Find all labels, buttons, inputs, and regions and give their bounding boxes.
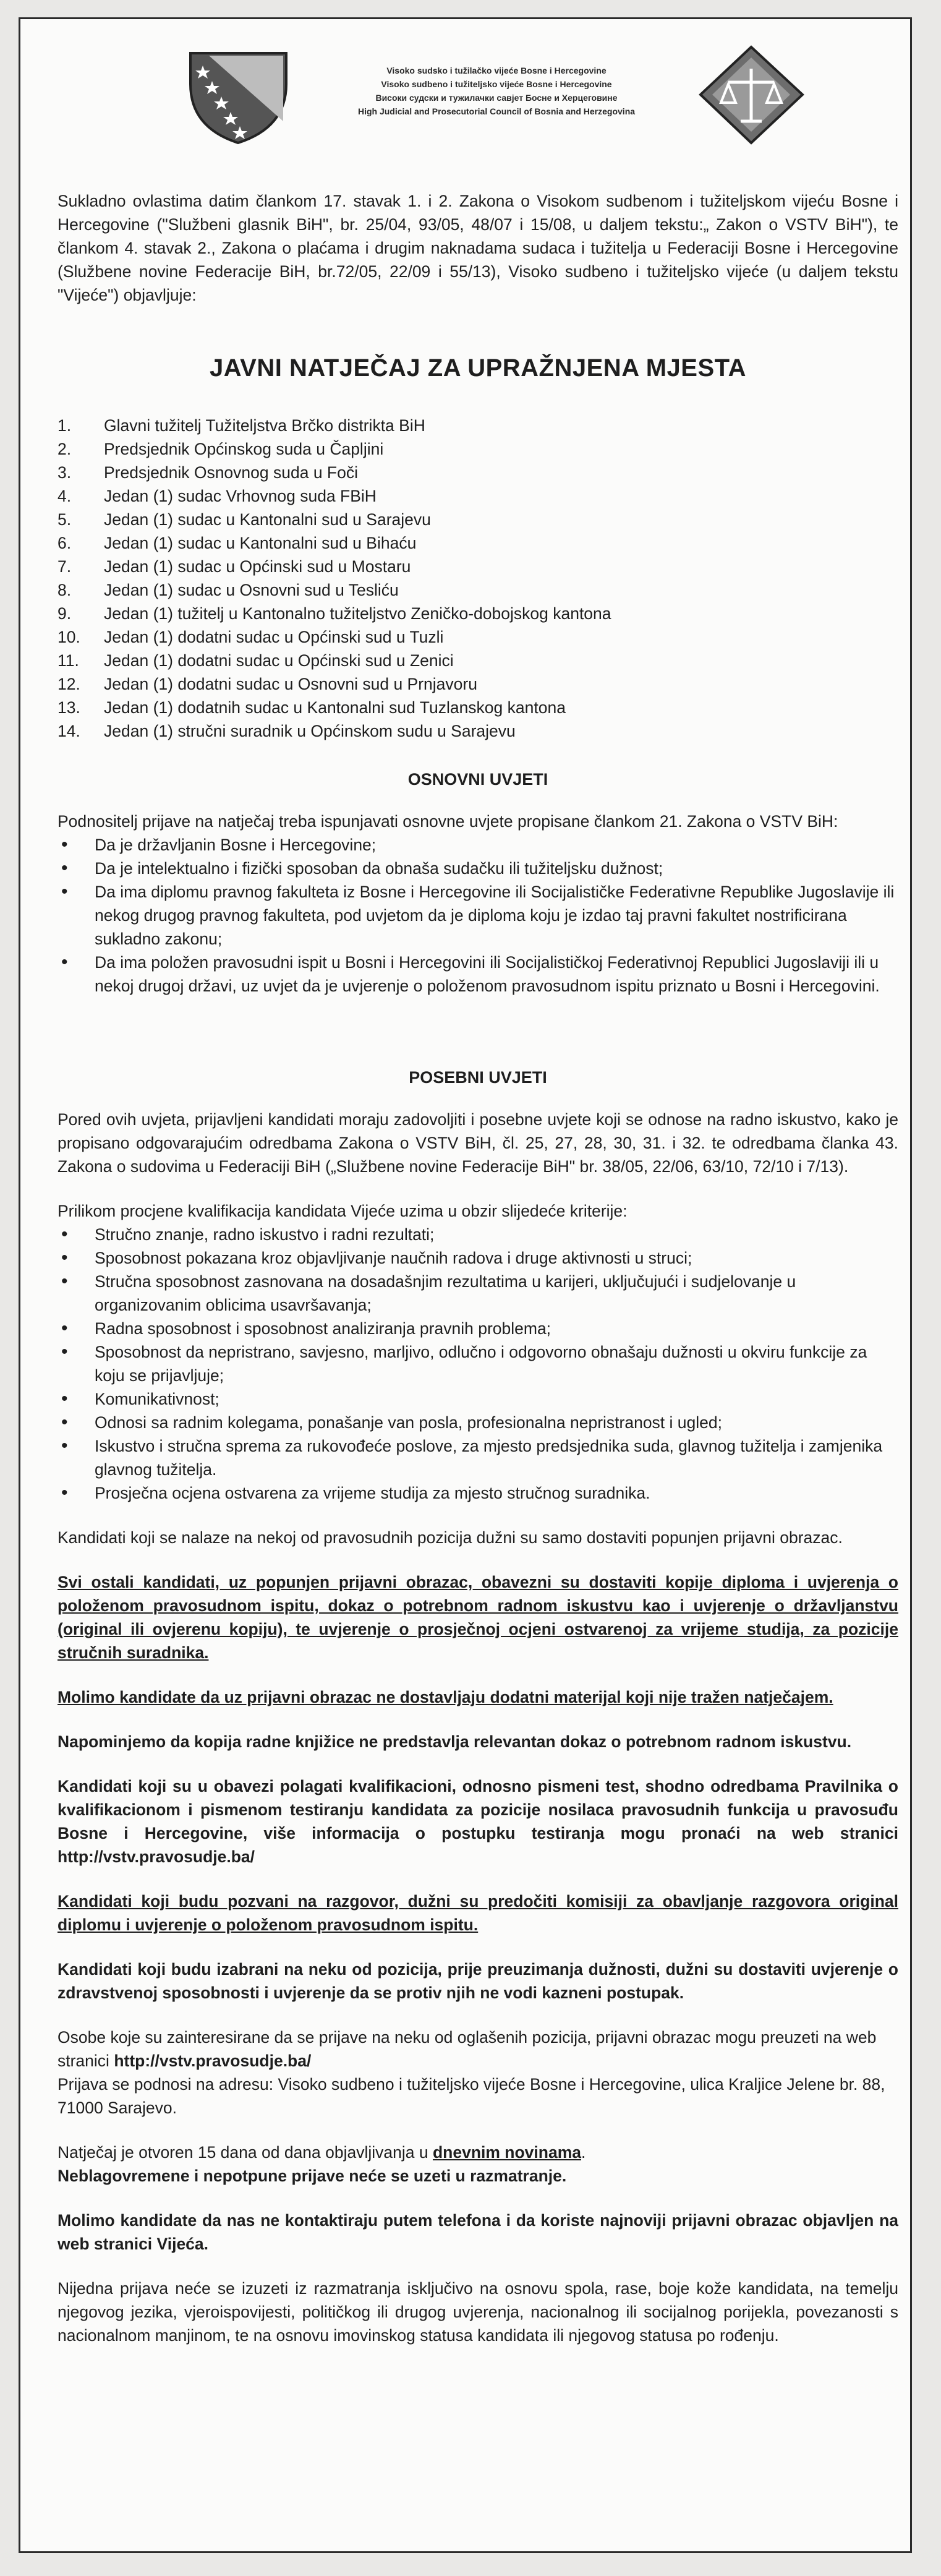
council-name-bs: Visoko sudsko i tužilačko vijeće Bosne i Hercegovine: [386, 66, 607, 75]
paragraph-no-extra-material: Molimo kandidate da uz prijavni obrazac ne dostavljaju dodatni materijal koji nije tražen natječajem.: [57, 1688, 833, 1706]
list-item: • Da je intelektualno i fizički sposoban da obnaša sudačku ili tužiteljsku dužnost;: [57, 857, 898, 880]
criteria-list: [57, 1223, 898, 1505]
list-item: • Stručna sposobnost zasnovana na dosadašnjim rezultatima u karijeri, uključujući i sudjelovanje u organizovanim oblicima usavršavanja;: [57, 1270, 898, 1317]
paragraph-no-phone-contact: Molimo kandidate da nas ne kontaktiraju putem telefona i da koriste najnoviji prijavni obrazac objavljen na web stranici Vijeća.: [57, 2211, 898, 2253]
late-applications-note: Neblagovremene i nepotpune prijave neće se uzeti u razmatranje.: [57, 2167, 567, 2185]
council-name: [305, 64, 688, 118]
special-conditions-heading: POSEBNI UVJETI: [409, 1068, 547, 1087]
list-item: 8. Jedan (1) sudac u Osnovni sud u Tesliću: [57, 581, 399, 599]
list-item: • Komunikativnost;: [57, 1387, 898, 1411]
paragraph-non-discrimination: Nijedna prijava neće se izuzeti iz razmatranja isključivo na osnovu spola, rase, boje kože kandidata, na temelju njegovog jezika, vjeroispovijesti, političkog ili drugog uvjerenja, nacionalnog ili socijalnog porijekla, povezanosti s nacionalnom manjinom, te na osnovu imovinskog statusa kandidata ili njegovog statusa po rođenju.: [57, 2279, 898, 2345]
paragraph-deadline: Natječaj je otvoren 15 dana od dana objavljivanja u dnevnim novinama. Neblagovremene i nepotpune prijave neće se uzeti u razmatranje.: [57, 2143, 586, 2185]
paragraph-interview: Kandidati koji budu pozvani na razgovor, dužni su predočiti komisiji za obavljanje razgovora original diplomu i uvjerenje o položenom pravosudnom ispitu.: [57, 1892, 898, 1934]
list-item: 3. Predsjednik Osnovnog suda u Foči: [57, 463, 358, 482]
list-item: • Sposobnost da nepristrano, savjesno, marljivo, odlučno i odgovorno obnašaju dužnosti u okviru funkcije za koju se prijavljuje;: [57, 1340, 898, 1387]
basic-conditions-list: [57, 833, 898, 998]
list-item: 13. Jedan (1) dodatnih sudac u Kantonalni sud Tuzlanskog kantona: [57, 698, 566, 717]
list-item: • Stručno znanje, radno iskustvo i radni rezultati;: [57, 1223, 898, 1246]
paragraph-application-form: Osobe koje su zainteresirane da se prijave na neku od oglašenih pozicija, prijavni obrazac mogu preuzeti na web stranici http://vstv.pravosudje.ba/ Prijava se podnosi na adresu: Visoko sudbeno i tužiteljsko vijeće Bosne i Hercegovine, ulica Kraljice Jelene br. 88, 71000 Sarajevo.: [57, 2028, 885, 2117]
paragraph-testing: Kandidati koji su u obavezi polagati kvalifikacioni, odnosno pismeni test, shodno odredbama Pravilnika o kvalifikacionom i pismenom testiranju kandidata za pozicije nosilaca pravosudnih funkcija u pravosuđu Bosne i Hercegovine, više informacija o postupku testiranja mogu pronaći na web stranici http://vstv.pravosudje.ba/: [57, 1777, 898, 1866]
criteria-intro: Prilikom procjene kvalifikacija kandidata Vijeće uzima u obzir slijedeće kriterije:: [57, 1202, 628, 1220]
paragraph-required-documents: Svi ostali kandidati, uz popunjen prijavni obrazac, obavezni su dostaviti kopije diploma i uvjerenja o položenom pravosudnom ispitu, dokaz o potrebnom radnom iskustvu kao i uvjerenje o državljanstvu (original ili ovjerenu kopiju), te uvjerenje o prosječnoj ocjeni ostvarenoj za vrijeme studija, za pozicije stručnih suradnika.: [57, 1573, 898, 1662]
list-item: 12. Jedan (1) dodatni sudac u Osnovni sud u Prnjavoru: [57, 675, 477, 693]
list-item: • Da ima diplomu pravnog fakulteta iz Bosne i Hercegovine ili Socijalističke Federativne Republike Jugoslavije ili nekog drugog pravnog fakulteta, pod uvjetom da je diploma koju je izdao taj pravni fakultet nostrificirana sukladno zakonu;: [57, 880, 898, 951]
council-name-sr: Високи судски и тужилачки савјет Босне и Херцеговине: [375, 93, 618, 103]
list-item: 6. Jedan (1) sudac u Kantonalni sud u Bihaću: [57, 534, 417, 552]
council-scales-logo-icon: [697, 44, 806, 146]
form-download-link[interactable]: http://vstv.pravosudje.ba/: [114, 2052, 312, 2070]
paragraph-work-booklet: Napominjemo da kopija radne knjižice ne predstavlja relevantan dokaz o potrebnom radnom iskustvu.: [57, 1732, 852, 1751]
list-item: 4. Jedan (1) sudac Vrhovnog suda FBiH: [57, 487, 377, 505]
notice-title: JAVNI NATJEČAJ ZA UPRAŽNJENA MJESTA: [210, 354, 746, 382]
header: [20, 19, 910, 149]
list-item: • Sposobnost pokazana kroz objavljivanje naučnih radova i druge aktivnosti u struci;: [57, 1246, 898, 1270]
council-name-en: High Judicial and Prosecutorial Council of Bosnia and Herzegovina: [357, 106, 636, 116]
list-item: • Radna sposobnost i sposobnost analiziranja pravnih problema;: [57, 1317, 898, 1340]
list-item: 1. Glavni tužitelj Tužiteljstva Brčko distrikta BiH: [57, 416, 425, 435]
list-item: • Da je državljanin Bosne i Hercegovine;: [57, 833, 898, 857]
list-item: • Da ima položen pravosudni ispit u Bosni i Hercegovini ili Socijalističkoj Federativnoj Republici Jugoslaviji ili u nekoj drugoj državi, uz uvjet da je uvjerenje o položenom pravosudnom ispitu priznato u Bosni i Hercegovini.: [57, 951, 898, 998]
list-item: 14. Jedan (1) stručni suradnik u Općinskom sudu u Sarajevu: [57, 722, 516, 740]
list-item: 5. Jedan (1) sudac u Kantonalni sud u Sarajevu: [57, 510, 431, 529]
special-conditions-intro: Pored ovih uvjeta, prijavljeni kandidati moraju zadovoljiti i posebne uvjete koji se odnose na radno iskustvo, kako je propisano odgovarajućim odredbama Zakona o VSTV BiH, čl. 25, 27, 28, 30, 31. i 32. te odredbama članka 43. Zakona o sudovima u Federaciji BiH („Službene novine Federacije BiH" br. 38/05, 22/06, 63/10, 72/10 i 7/13).: [57, 1110, 898, 1176]
intro-paragraph: Sukladno ovlastima datim člankom 17. stavak 1. i 2. Zakona o Visokom sudbenom i tužiteljskom vijeću Bosne i Hercegovine ("Službeni glasnik BiH", br. 25/04, 93/05, 48/07 i 15/08, u daljem tekstu:„ Zakon o VSTV BiH"), te člankom 4. stavak 2., Zakona o plaćama i drugim naknadama sudaca i tužitelja u Federaciji Bosne i Hercegovine (Službene novine Federacije BiH, br.72/05, 22/09 i 55/13), Visoko sudbeno i tužiteljsko vijeće (u daljem tekstu "Vijeće") objavljuje:: [57, 192, 898, 304]
paragraph-positions-holders: Kandidati koji se nalaze na nekoj od pravosudnih pozicija dužni su samo dostaviti popunjen prijavni obrazac.: [57, 1528, 843, 1547]
list-item: • Odnosi sa radnim kolegama, ponašanje van posla, profesionalna nepristranost i ugled;: [57, 1411, 898, 1434]
list-item: 11. Jedan (1) dodatni sudac u Općinski sud u Zenici: [57, 651, 454, 670]
council-name-hr: Visoko sudbeno i tužiteljsko vijeće Bosne i Hercegovine: [381, 79, 612, 89]
application-address: Prijava se podnosi na adresu: Visoko sudbeno i tužiteljsko vijeće Bosne i Hercegovine, ulica Kraljice Jelene br. 88, 71000 Sarajevo.: [57, 2075, 885, 2117]
positions-list: [57, 414, 898, 743]
list-item: 9. Jedan (1) tužitelj u Kantonalno tužiteljstvo Zeničko-dobojskog kantona: [57, 604, 611, 623]
basic-conditions-heading: OSNOVNI UVJETI: [407, 770, 548, 789]
list-item: • Prosječna ocjena ostvarena za vrijeme studija za mjesto stručnog suradnika.: [57, 1481, 898, 1505]
list-item: • Iskustvo i stručna sprema za rukovođeće poslove, za mjesto predsjednika suda, glavnog tužitelja i zamjenika glavnog tužitelja.: [57, 1434, 898, 1481]
basic-conditions-intro: Podnositelj prijave na natječaj treba ispunjavati osnovne uvjete propisane člankom 21. Zakona o VSTV BiH:: [57, 812, 838, 831]
list-item: 7. Jedan (1) sudac u Općinski sud u Mostaru: [57, 557, 411, 576]
notice-page: [19, 17, 912, 2553]
notice-content: [57, 189, 898, 2368]
bih-coat-of-arms-icon: [184, 47, 292, 146]
paragraph-selected-candidates: Kandidati koji budu izabrani na neku od pozicija, prije preuzimanja dužnosti, dužni su dostaviti uvjerenje o zdravstvenoj sposobnosti i uvjerenje da se protiv njih ne vodi kazneni postupak.: [57, 1960, 898, 2002]
list-item: 10. Jedan (1) dodatni sudac u Općinski sud u Tuzli: [57, 628, 444, 646]
list-item: 2. Predsjednik Općinskog suda u Čapljini: [57, 440, 384, 458]
